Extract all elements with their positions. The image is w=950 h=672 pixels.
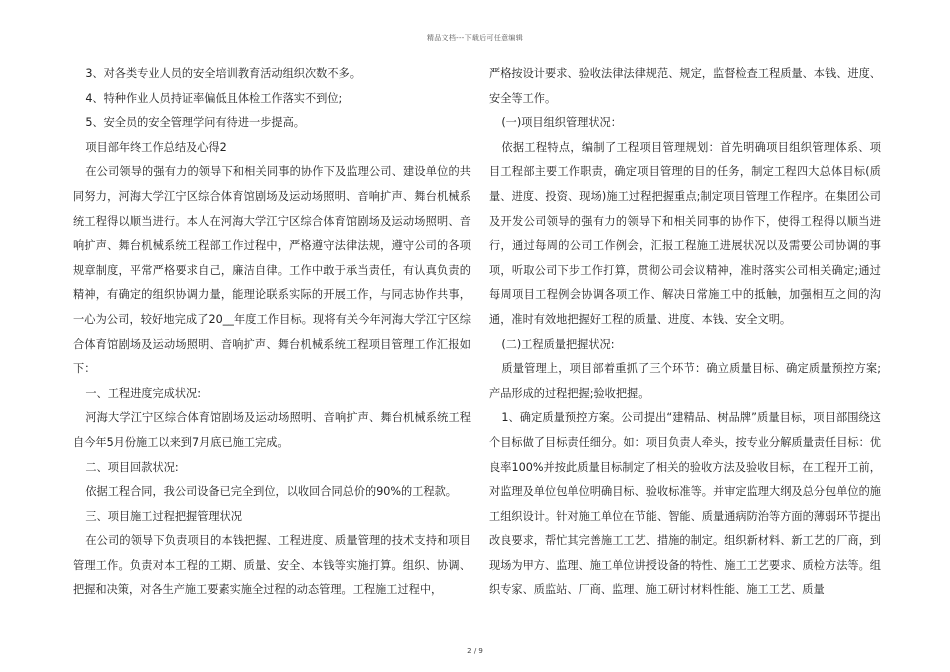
- paragraph: 在公司领导的强有力的领导下和相关同事的协作下及监理公司、建设单位的共同努力，河海大学江宁区综合体育馆剧场及运动场照明、音响扩声、舞台机械系统工程得以顺当进行。本人在河海大学江宁区综合体育馆剧场及运动场照明、音响扩声、舞台机械系统工程部工作过程中，严格遵守法律法规，遵守公司的各项规章制度，平常严格要求自己，廉洁自律。工作中敢于承当责任，有认真负责的精神，有确定的组织协调力量，能理论联系实际的开展工作，与同志协作共事，一心为公司，较好地完成了20__年度工作目标。现将有关今年河海大学江宁区综合体育馆剧场及运动场照明、音响扩声、舞台机械系统工程项目管理工作汇报如下：: [73, 165, 471, 376]
- page-number: 2 / 9: [467, 647, 483, 655]
- left-column: [73, 62, 471, 603]
- paragraph: 河海大学江宁区综合体育馆剧场及运动场照明、音响扩声、舞台机械系统工程自今年5月份施工以来到7月底已施工完成。: [73, 411, 471, 449]
- page-header: 精品文档---下载后可任意编辑: [426, 34, 524, 42]
- paragraph: 质量管理上，项目部着重抓了三个环节：确立质量目标、确定质量预控方案;产品形成的过程把握;验收把握。: [489, 362, 881, 400]
- paragraph: 3、对各类专业人员的安全培训教育活动组织次数不多。: [85, 67, 361, 80]
- section-heading: (二)工程质量把握状况:: [501, 337, 615, 351]
- section-heading: 项目部年终工作总结及心得2: [85, 140, 227, 154]
- paragraph: 1、确定质量预控方案。公司提出“建精品、树品牌”质量目标，项目部围绕这个目标做了目标责任细分。如：项目负责人牵头，按专业分解质量责任目标：优良率100%并按此质量目标制定了相关的验收方法及验收目标，在工程开工前，对监理及单位包单位明确目标、验收标准等。并审定监理大纲及总分包单位的施工组织设计。针对施工单位在节能、智能、质量通病防治等方面的薄弱环节提出改良要求，帮忙其完善施工工艺、措施的制定。组织新材料、新工艺的厂商，到现场为甲方、监理、施工单位讲授设备的特性、施工工艺要求、质检方法等。组织专家、质监站、厂商、监理、施工研讨材料性能、施工工艺、质量: [489, 411, 881, 597]
- paragraph: 依据工程合同，我公司设备已完全到位，以收回合同总价的90%的工程款。: [85, 485, 457, 499]
- right-column: [489, 62, 881, 603]
- paragraph: 4、特种作业人员持证率偏低且体检工作落实不到位;: [85, 91, 343, 105]
- section-heading: 一、工程进度完成状况:: [85, 386, 201, 400]
- paragraph: 严格按设计要求、验收法律法律规范、规定，监督检查工程质量、本钱、进度、安全等工作。: [489, 67, 881, 105]
- section-heading: (一)项目组织管理状况：: [501, 116, 622, 130]
- paragraph: 依据工程特点，编制了工程项目管理规划：首先明确项目组织管理体系、项目工程部主要工作职责，确定项目管理的目的任务，制定工程四大总体目标(质量、进度、投资、现场)施工过程把握重点;制定项目管理工作程序。在集团公司及开发公司领导的强有力的领导下和相关同事的协作下，使得工程得以顺当进行，通过每周的公司工作例会，汇报工程施工进展状况以及需要公司协调的事项，听取公司下步工作打算，贯彻公司会议精神，准时落实公司相关确定;通过每周项目工程例会协调各项工作、解决日常施工中的抵触，加强相互之间的沟通，准时有效地把握好工程的质量、进度、本钱、安全文明。: [489, 140, 881, 326]
- section-heading: 二、项目回款状况:: [85, 460, 179, 474]
- paragraph: 在公司的领导下负责项目的本钱把握、工程进度、质量管理的技术支持和项目管理工作。负责对本工程的工期、质量、安全、本钱等实施打算。组织、协调、把握和决策，对各生产施工要素实施全过程的动态管理。工程施工过程中，: [73, 534, 471, 597]
- section-heading: 三、项目施工过程把握管理状况: [85, 509, 242, 523]
- paragraph: 5、安全员的安全管理学问有待进一步提高。: [85, 116, 305, 130]
